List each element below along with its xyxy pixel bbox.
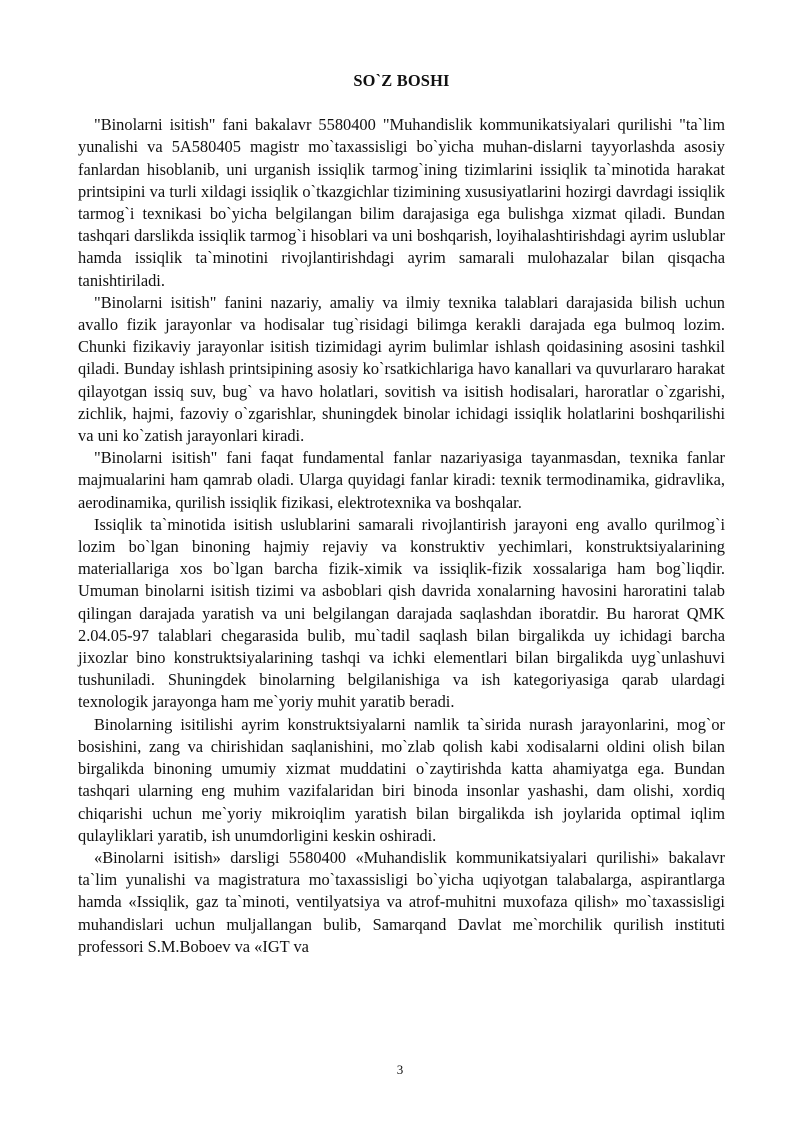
paragraph-5: Binolarning isitilishi ayrim konstruktsiyalarni namlik ta`sirida nurash jarayonlarini, mog`or bosishini, zang va chirishidan saqlanishini, mo`zlab qolish kabi xodisalarni oldini olish bilan birgalikda binoning umumiy xizmat muddatini o`zaytirishda katta ahamiyatga ega. Bundan tashqari ularning eng muhim vazifalaridan biri binoda insonlar yashashi, dam olishi, xordiq chiqarishi uchun me`yoriy mikroiqlim yaratish bilan birgalikda ish joylarida optimal iqlim qulayliklari yaratib, ish unumdorligini keskin oshiradi. (78, 714, 725, 845)
page-number: 3 (396, 1062, 404, 1077)
paragraph-6: «Binolarni isitish» darsligi 5580400 «Muhandislik kommunikatsiyalari qurilishi» bakalavr ta`lim yunalishi va magistratura mo`taxassisligi bo`yicha uqiyotgan talabalarga, aspirantlarga hamda «Issiqlik, gaz ta`minoti, ventilyatsiya va atrof-muhitni muxofaza qilish» mo`taxassisligi muhandislari uchun muljallangan bulib, Samarqand Davlat me`morchilik qurilish instituti professori S.M.Boboev va «IGT va (78, 847, 725, 956)
paragraph-2: "Binolarni isitish" fanini nazariy, amaliy va ilmiy texnika talablari darajasida bilish uchun avallo fizik jarayonlar va hodisalar tug`risidagi bilimga kerakli darajada ega bulmoq lozim. Chunki fizikaviy jarayonlar isitish tizimidagi ayrim bulimlar ishlash qoidasining asosini tashkil qiladi. Bunday ishlash printsipining asosiy ko`rsatkichlariga havo kanallari va quvurlararo harakat qilayotgan issiq suv, bug` va havo holatlari, sovitish va isitish hodisalari, haroratlar o`zgarishi, zichlik, hajmi, fazoviy o`zgarishlar, shuningdek binolar ichidagi issiqlik holatlarini boshqarilishi va uni ko`zatish jarayonlari kiradi. (78, 292, 725, 446)
page-title: SO`Z BOSHI (353, 71, 450, 90)
paragraph-1: "Binolarni isitish" fani bakalavr 5580400 "Muhandislik kommunikatsiyalari qurilishi "ta`lim yunalishi va 5A580405 magistr mo`taxassisligi bo`yicha muhan-dislarni tayyorlashda asosiy fanlardan hisoblanib, uni urganish issiqlik tarmog`ining tizimlarini issiqlik ta`minotida harakat printsipini va turli xildagi issiqlik o`tkazgichlar tizimining xususiyatlarini hozirgi davrdagi issiqlik tarmog`i texnikasi bo`yicha belgilangan bilim darajasiga ega bulishga xizmat qiladi. Bundan tashqari darslikda issiqlik tarmog`i hisoblari va uni boshqarish, loyihalashtirishdagi ayrim uslublar hamda issiqlik ta`minotini rivojlantirishdagi ayrim samarali mulohazalar bilan qisqacha tanishtiriladi. (78, 115, 725, 290)
paragraph-3: "Binolarni isitish" fani faqat fundamental fanlar nazariyasiga tayanmasdan, texnika fanlar majmualarini ham qamrab oladi. Ularga quyidagi fanlar kiradi: texnik termodinamika, gidravlika, aerodinamika, qurilish issiqlik fizikasi, elektrotexnika va boshqalar. (78, 448, 725, 512)
document-page (78, 70, 725, 958)
paragraph-4: Issiqlik ta`minotida isitish uslublarini samarali rivojlantirish jarayoni eng avallo qurilmog`i lozim bo`lgan binoning hajmiy rejaviy va konstruktiv yechimlari, konstruktsiyalarining materiallariga xos bo`lgan barcha fizik-ximik va issiqlik-fizik xossalariga ham bog`liqdir. Umuman binolarni isitish tizimi va asboblari qish davrida xonalarning havosini haroratini talab qilingan darajada yaratish va uni belgilangan darajada saqlashdan iboratdir. Bu harorat QMK 2.04.05-97 talablari chegarasida bulib, mu`tadil saqlash bilan birgalikda uy ichidagi barcha jixozlar bino konstruktsiyalarining tashqi va ichki elementlari bilan birgalikda uyg`unlashuvi tushuniladi. Shuningdek binolarning belgilanishiga va ish kategoriyasiga qarab ulardagi texnologik jarayonga ham me`yoriy muhit yaratib beradi. (78, 514, 725, 712)
